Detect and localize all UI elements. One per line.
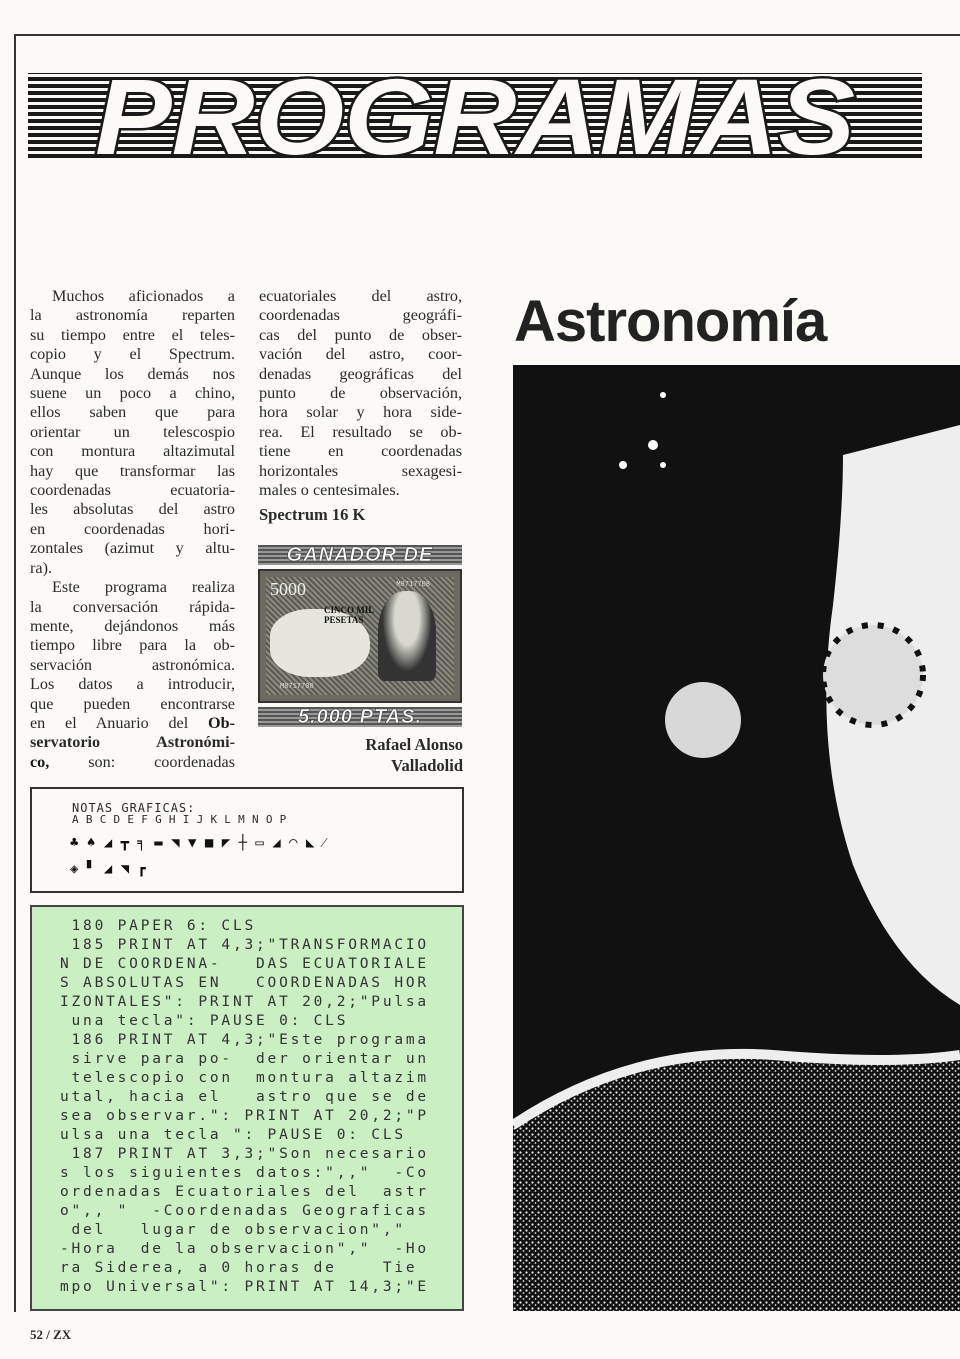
text-line: ecuatoriales del astro, [259,287,462,305]
portrait-image [378,591,436,681]
text-line: coordenadas geográfi- [259,306,462,325]
text-line: que pueden encontrarse [30,694,235,713]
prize-top-band: GANADOR DE [258,545,462,565]
text-line: la astronomía reparten [30,306,235,325]
requirement-label: Spectrum 16 K [259,505,366,524]
article-column-2 [259,287,462,500]
text-line: con montura altazimutal [30,442,235,461]
text-line: hay que transformar las [30,461,235,480]
text-line: ellos saben que para [30,403,235,422]
text-line: orientar un telescospio [30,422,235,441]
text-line: males o centesimales. [259,481,400,500]
text-line: punto de observación, [259,384,462,403]
text-line [30,753,235,772]
section-banner [28,70,922,162]
text-line: su tiempo entre el teles- [30,325,235,344]
banknote-text: CINCO MIL PESETAS [324,605,374,625]
graphics-notes-heading: NOTAS GRAFICAS: [72,801,196,815]
text-line: hora solar y hora side- [259,403,462,422]
banknote-serial: M8717708 [280,683,314,691]
text-fragment: Ob- [208,713,235,732]
banner-text: PROGRAMAS [95,70,855,162]
text-line: tiempo libre para la ob- [30,636,235,655]
graphics-glyphs-row-2: ◈ ▘ ◢ ◥ ┏ [70,861,146,877]
text-line: vación del astro, coor- [259,345,462,364]
text-line: horizontales sexagesi- [259,461,462,480]
banknote-image [258,569,462,703]
text-line: tiene en coordenadas [259,442,462,461]
text-line: servación astronómica. [30,655,235,674]
author-name: Rafael Alonso [365,735,463,754]
text-line: suene un poco a chino, [30,384,235,403]
prize-bottom-band: 5.000 PTAS. [258,707,462,727]
text-line: rea. El resultado se ob- [259,422,462,441]
text-fragment: son: coordenadas [88,752,235,771]
text-fragment: en el Anuario del [30,713,189,732]
article-title: Astronomía [514,289,827,354]
text-line: coordenadas ecuatoria- [30,481,235,500]
text-fragment: co, [30,752,50,771]
page-frame-left [14,34,16,1312]
text-line: la conversación rápida- [30,597,235,616]
text-line: ra). [30,558,53,577]
text-line: Aunque los demás nos [30,364,235,383]
text-line: les absolutas del astro [30,500,235,519]
prize-badge [258,545,462,727]
graphics-glyphs-row-1: ♣ ♠ ◢ ┳ ╕ ▬ ◥ ▼ ■ ◤ ┼ ▭ ◢ ◠ ◣ ⁄ [70,835,326,851]
text-line: cas del punto de obser- [259,325,462,344]
page-number: 52 / ZX [30,1327,72,1342]
banknote-value: 5000 [270,579,306,599]
text-line: zontales (azimut y altu- [30,539,235,558]
text-line: servatorio Astronómi- [30,733,235,752]
text-line: denadas geográficas del [259,364,462,383]
page-frame-top [14,34,960,36]
graphics-notes-letters: A B C D E F G H I J K L M N O P [72,813,287,826]
text-line: copio y el Spectrum. [30,345,235,364]
listing-text: 180 PAPER 6: CLS 185 PRINT AT 4,3;"TRANSFORMACIO N DE COORDENA- DAS ECUATORIALE S ABSOLUTAS EN COORDENADAS HOR IZONTALES": PRINT AT 20,2;"Pulsa una tecla": PAUSE 0: CLS 186 PRINT AT 4,3;"Este programa sirve para po- der orientar un telescopio con montura altazim utal, hacia el astro que se de sea observar.": PRINT AT 20,2;"P ulsa una tecla ": PAUSE 0: CLS 187 PRINT AT 3,3;"Son necesario s los siguientes datos:",," -Co ordenadas Ecuatoriales del astr o",, " -Coordenadas Geograficas del lugar de observacion"," -Hora de la observacion"," -Ho ra Siderea, a 0 horas de Tie mpo Universal": PRINT AT 14,3;"E [60,918,429,1295]
graphics-notes-box [30,787,464,893]
text-line: Muchos aficionados a [52,287,235,305]
astronomy-illustration [513,365,960,1311]
text-line: en coordenadas hori- [30,519,235,538]
article-column-1 [30,287,235,772]
text-line: Los datos a introducir, [30,675,235,694]
author-block [365,734,463,776]
banknote-serial: M8717708 [396,581,430,589]
text-line: mente, dejándonos más [30,616,235,635]
author-city: Valladolid [391,756,463,775]
basic-listing [30,905,464,1311]
text-line [30,714,235,733]
text-line: Este programa realiza [52,578,235,597]
